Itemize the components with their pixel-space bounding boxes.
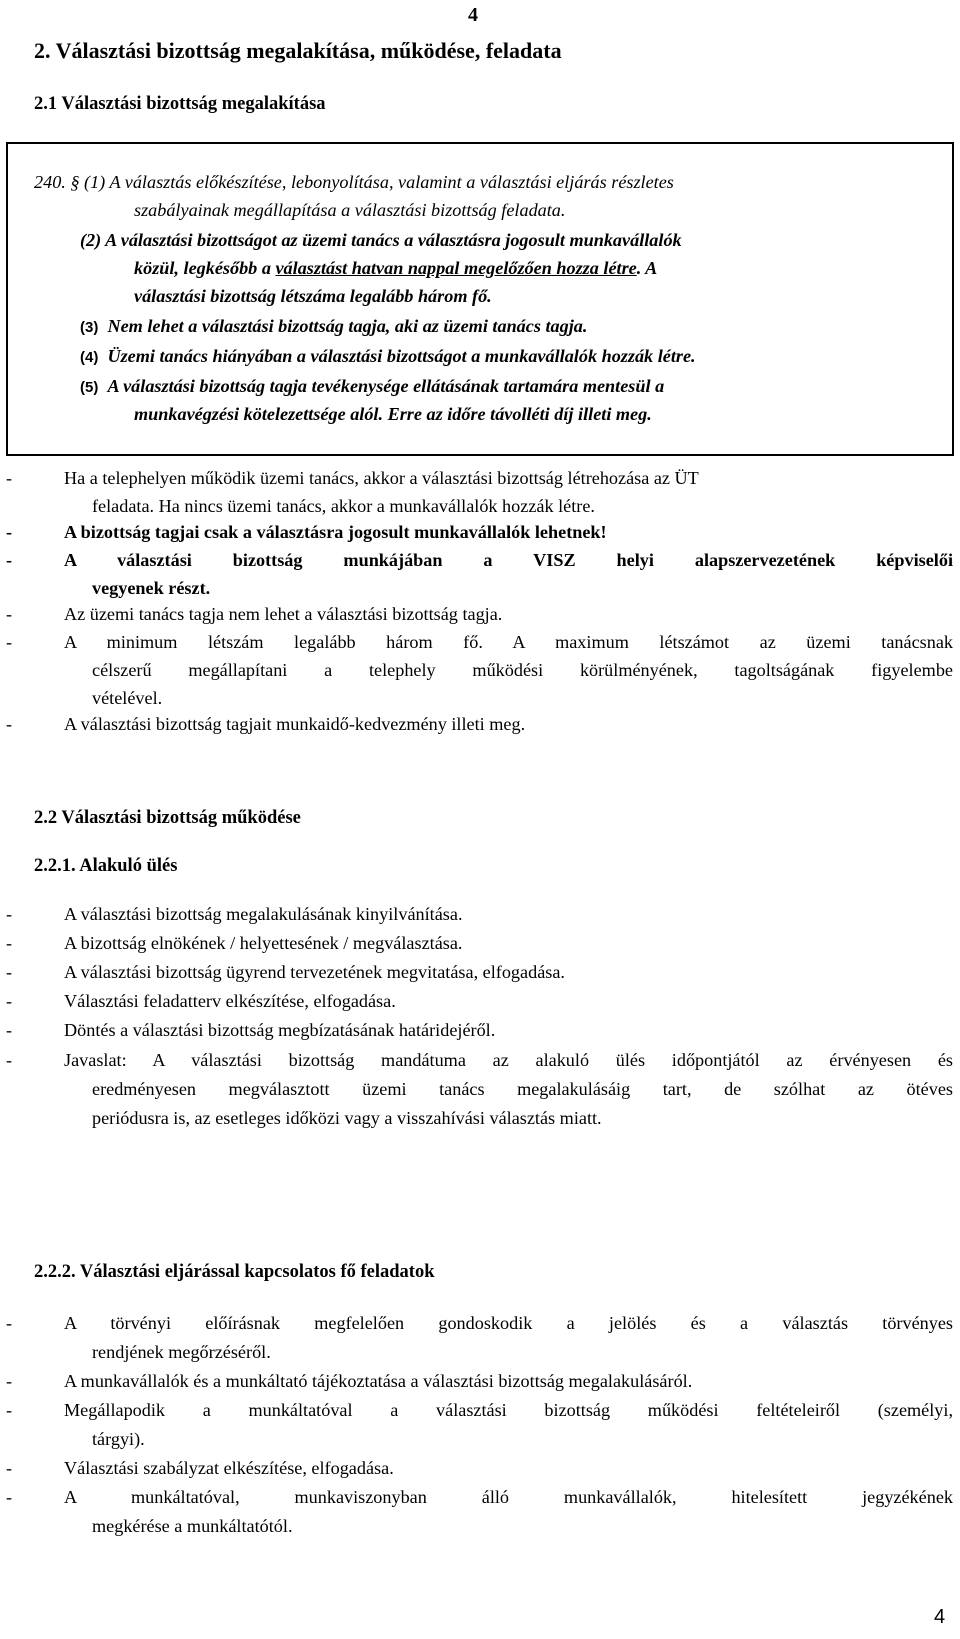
law-p5-line1: (5) A választási bizottság tagja tevékenysége ellátásának tartamára mentesül a [80,376,665,396]
underlined-phrase: választást hatvan nappal megelőzően hozza létre [275,258,637,278]
dash-bullet: - [6,1400,13,1420]
page-number-top: 4 [468,4,478,26]
list-item-line: eredményesen megválasztott üzemi tanács megalakulásáig tart, de szólhat az ötéves [92,1079,953,1099]
law-p1-line1: 240. § (1) A választás előkészítése, lebonyolítása, valamint a választási eljárás részletes [34,172,674,192]
dash-bullet: - [6,1020,13,1040]
list-item-line: feladata. Ha nincs üzemi tanács, akkor a munkavállalók hozzák létre. [92,496,595,516]
list-item-line: Ha a telephelyen működik üzemi tanács, akkor a választási bizottság létrehozása az ÜT [64,468,699,488]
list-item-line: tárgyi). [92,1429,145,1449]
law-p2-line2: közül, legkésőbb a választást hatvan nappal megelőzően hozza létre. A [134,258,658,278]
list-item-line: A munkavállalók és a munkáltató tájékoztatása a választási bizottság megalakulásáról. [64,1371,693,1391]
section-heading-2-1: 2.1 Választási bizottság megalakítása [34,94,326,114]
dash-bullet: - [6,604,13,624]
list-item-line: A választási bizottság megalakulásának kinyilvánítása. [64,904,463,924]
list-item-line: megkérése a munkáltatótól. [92,1516,293,1536]
dash-bullet: - [6,962,13,982]
dash-bullet: - [6,991,13,1011]
law-p2-line3: választási bizottság létszáma legalább három fő. [134,286,492,306]
dash-bullet: - [6,522,13,542]
list-item-line: periódusra is, az esetleges időközi vagy a visszahívási választás miatt. [92,1108,602,1128]
dash-bullet: - [6,714,13,734]
law-p4: (4) Üzemi tanács hiányában a választási bizottságot a munkavállalók hozzák létre. [80,346,696,366]
list-item-line: A választási bizottság munkájában a VISZ helyi alapszervezetének képviselői [64,550,953,570]
section-heading-2-2: 2.2 Választási bizottság működése [34,808,301,828]
list-item-line: célszerű megállapítani a telephely működési körülményének, tagoltságának figyelembe [92,660,953,680]
list-item-line: A választási bizottság tagjait munkaidő-kedvezmény illeti meg. [64,714,526,734]
section-heading-2-2-2: 2.2.2. Választási eljárással kapcsolatos fő feladatok [34,1262,435,1282]
dash-bullet: - [6,632,13,652]
dash-bullet: - [6,1313,13,1333]
list-item-line: rendjének megőrzéséről. [92,1342,271,1362]
section-heading-2-2-1: 2.2.1. Alakuló ülés [34,856,178,876]
list-item-line: A törvényi előírásnak megfelelően gondoskodik a jelölés és a választás törvényes [64,1313,953,1333]
list-item-line: vegyenek részt. [92,578,211,598]
list-item-line: Megállapodik a munkáltatóval a választási bizottság működési feltételeiről (személyi, [64,1400,953,1420]
list-item-line: Az üzemi tanács tagja nem lehet a választási bizottság tagja. [64,604,503,624]
list-item-line: Javaslat: A választási bizottság mandátuma az alakuló ülés időpontjától az érvényesen és [64,1050,953,1070]
law-p2-line1: (2) A választási bizottságot az üzemi tanács a választásra jogosult munkavállalók [80,230,682,250]
dash-bullet: - [6,904,13,924]
dash-bullet: - [6,1050,13,1070]
dash-bullet: - [6,550,13,570]
list-item-line: A minimum létszám legalább három fő. A maximum létszámot az üzemi tanácsnak [64,632,953,652]
list-item-line: Választási feladatterv elkészítése, elfogadása. [64,991,396,1011]
law-p1-line2: szabályainak megállapítása a választási bizottság feladata. [134,200,566,220]
law-p3: (3) Nem lehet a választási bizottság tagja, aki az üzemi tanács tagja. [80,316,588,336]
list-item-line: A bizottság tagjai csak a választásra jogosult munkavállalók lehetnek! [64,522,607,542]
dash-bullet: - [6,933,13,953]
list-item-line: A bizottság elnökének / helyettesének / megválasztása. [64,933,463,953]
list-item-line: Választási szabályzat elkészítése, elfogadása. [64,1458,394,1478]
dash-bullet: - [6,1487,13,1507]
dash-bullet: - [6,468,13,488]
page-number-bottom: 4 [934,1606,946,1628]
list-item-line: vételével. [92,688,163,708]
list-item-line: A munkáltatóval, munkaviszonyban álló munkavállalók, hitelesített jegyzékének [64,1487,953,1507]
list-item-line: A választási bizottság ügyrend tervezetének megvitatása, elfogadása. [64,962,565,982]
list-item-line: Döntés a választási bizottság megbízatásának határidejéről. [64,1020,496,1040]
dash-bullet: - [6,1371,13,1391]
law-p2-number: (2) [80,230,102,250]
law-p5-line2: munkavégzési kötelezettsége alól. Erre az időre távolléti díj illeti meg. [134,404,652,424]
page-title: 2. Választási bizottság megalakítása, működése, feladata [34,38,562,63]
dash-bullet: - [6,1458,13,1478]
